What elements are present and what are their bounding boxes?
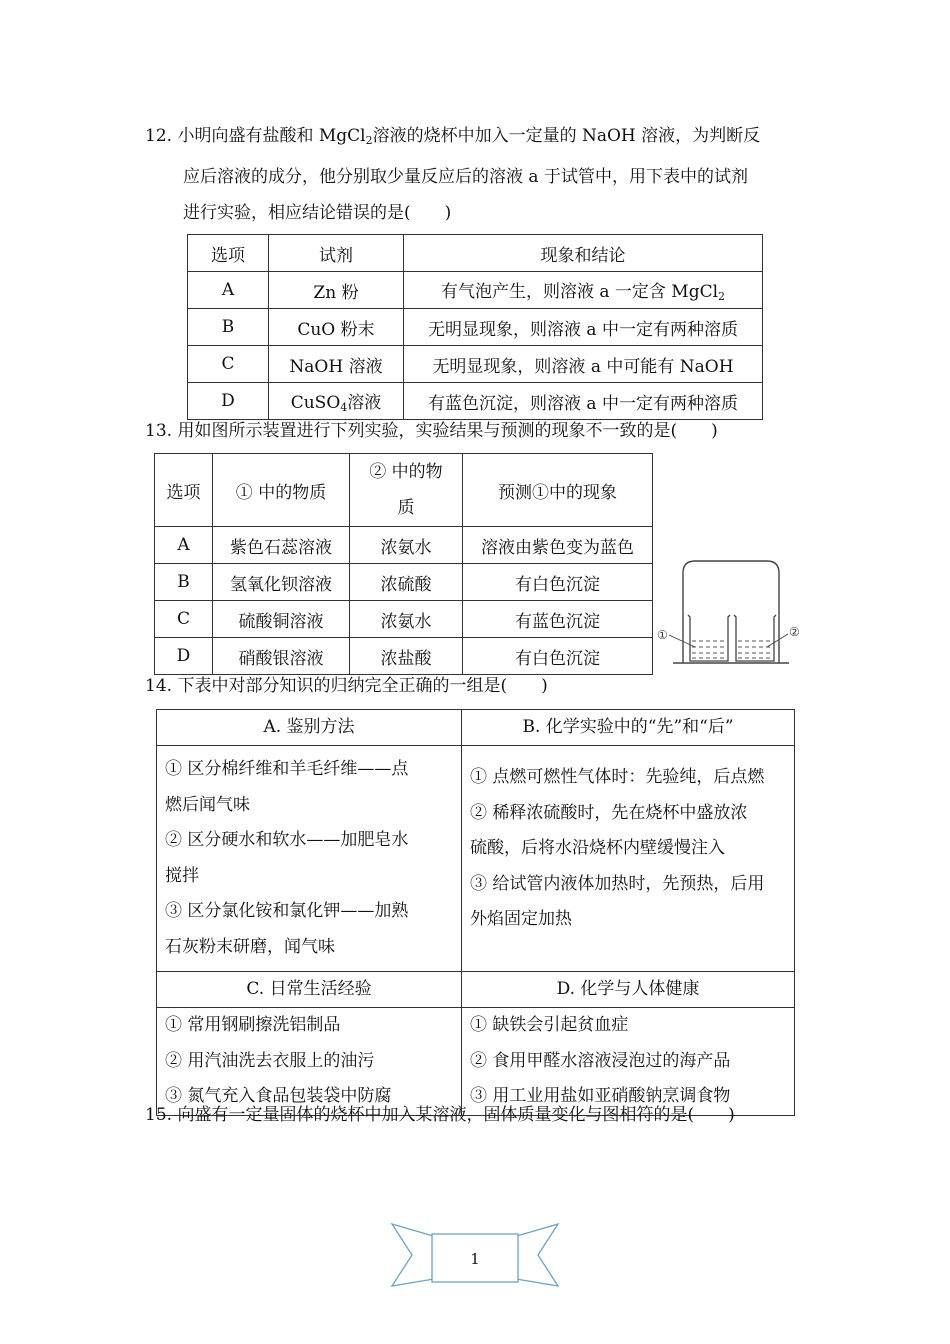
q13-cell: 紫色石蕊溶液 [213,527,350,564]
q14-header-d: D. 化学与人体健康 [462,972,795,1008]
q12-row-a-result: 有气泡产生，则溶液 a 一定含 MgCl$_2$ [404,272,763,309]
q12-row-b-result: 无明显现象，则溶液 a 中一定有两种溶质 [404,309,763,346]
question-13 [145,413,815,449]
q14-cell-c: ① 常用钢刷擦洗铝制品 ② 用汽油洗去衣服上的油污 ③ 氮气充入食品包装袋中防腐 [157,1008,462,1116]
q13-cell: 硝酸银溶液 [213,638,350,675]
q12-row-d-reagent: CuSO$_4$溶液 [269,383,404,420]
table-row [155,527,653,564]
q13-header-substance2: ② 中的物质 [350,454,463,527]
q13-cell: A [155,527,213,564]
q13-cell: 氢氧化钡溶液 [213,564,350,601]
q13-cell: 有白色沉淀 [463,564,653,601]
question-12 [145,118,815,231]
q12-row-b-option: B [188,309,269,346]
page-number: 1 [470,1250,480,1268]
q12-row-c-option: C [188,346,269,383]
q13-cell: 硫酸铜溶液 [213,601,350,638]
q13-header-prediction: 预测①中的现象 [463,454,653,527]
q12-row-a-reagent: Zn 粉 [269,272,404,309]
q12-row-c-result: 无明显现象，则溶液 a 中可能有 NaOH [404,346,763,383]
svg-text:①: ① [657,628,668,642]
q12-row-a-option: A [188,272,269,309]
q12-row-d-result: 有蓝色沉淀，则溶液 a 中一定有两种溶质 [404,383,763,420]
q12-line2: 应后溶液的成分，他分别取少量反应后的溶液 a 于试管中，用下表中的试剂 [183,167,748,187]
q14-cell-d: ① 缺铁会引起贫血症 ② 食用甲醛水溶液浸泡过的海产品 ③ 用工业用盐如亚硝酸钠烹调食物 [462,1008,795,1116]
q13-cell: D [155,638,213,675]
q13-cell: 有白色沉淀 [463,638,653,675]
q14-header-b: B. 化学实验中的“先”和“后” [462,710,795,746]
q12-line3: 进行实验，相应结论错误的是( ) [183,203,452,223]
table-row [155,564,653,601]
table-row [188,346,763,383]
svg-text:②: ② [789,625,800,639]
q12-header-reagent: 试剂 [269,235,404,272]
q14-header-c: C. 日常生活经验 [157,972,462,1008]
q13-cell: B [155,564,213,601]
table-row [155,601,653,638]
question-15 [145,1097,815,1133]
q15-stem: 15. 向盛有一定量固体的烧杯中加入某溶液，固体质量变化与图相符的是( ) [145,1105,735,1125]
question-14 [145,668,815,704]
q13-cell: 浓盐酸 [350,638,463,675]
bell-jar-apparatus-figure [655,555,805,670]
q12-line1: 12. 小明向盛有盐酸和 MgCl$_2$溶液的烧杯中加入一定量的 NaOH 溶液，为判断反 [145,126,761,147]
q12-row-c-reagent: NaOH 溶液 [269,346,404,383]
q13-header-option: 选项 [155,454,213,527]
q14-header-a: A. 鉴别方法 [157,710,462,746]
table-row [188,272,763,309]
q14-cell-a: ① 区分棉纤维和羊毛纤维——点 燃后闻气味 ② 区分硬水和软水——加肥皂水 搅拌 ③ 区分氯化铵和氯化钾——加熟 石灰粉末研磨，闻气味 [157,746,462,972]
q13-cell: 浓氨水 [350,601,463,638]
q14-stem: 14. 下表中对部分知识的归纳完全正确的一组是( ) [145,676,548,696]
q13-cell: 有蓝色沉淀 [463,601,653,638]
q13-stem: 13. 用如图所示装置进行下列实验，实验结果与预测的现象不一致的是( ) [145,421,718,441]
table-row [188,309,763,346]
q12-row-b-reagent: CuO 粉末 [269,309,404,346]
q12-table [187,234,763,420]
q13-cell: 溶液由紫色变为蓝色 [463,527,653,564]
q13-cell: 浓氨水 [350,527,463,564]
q14-table [156,709,795,1116]
q13-header-substance1: ① 中的物质 [213,454,350,527]
q13-cell: 浓硫酸 [350,564,463,601]
q12-header-option: 选项 [188,235,269,272]
q13-table [154,453,653,675]
q14-cell-b: ① 点燃可燃性气体时：先验纯，后点燃 ② 稀释浓硫酸时，先在烧杯中盛放浓 硫酸，后将水沿烧杯内壁缓慢注入 ③ 给试管内液体加热时，先预热，后用 外焰固定加热 [462,746,795,972]
q12-row-d-option: D [188,383,269,420]
q12-header-result: 现象和结论 [404,235,763,272]
q13-cell: C [155,601,213,638]
